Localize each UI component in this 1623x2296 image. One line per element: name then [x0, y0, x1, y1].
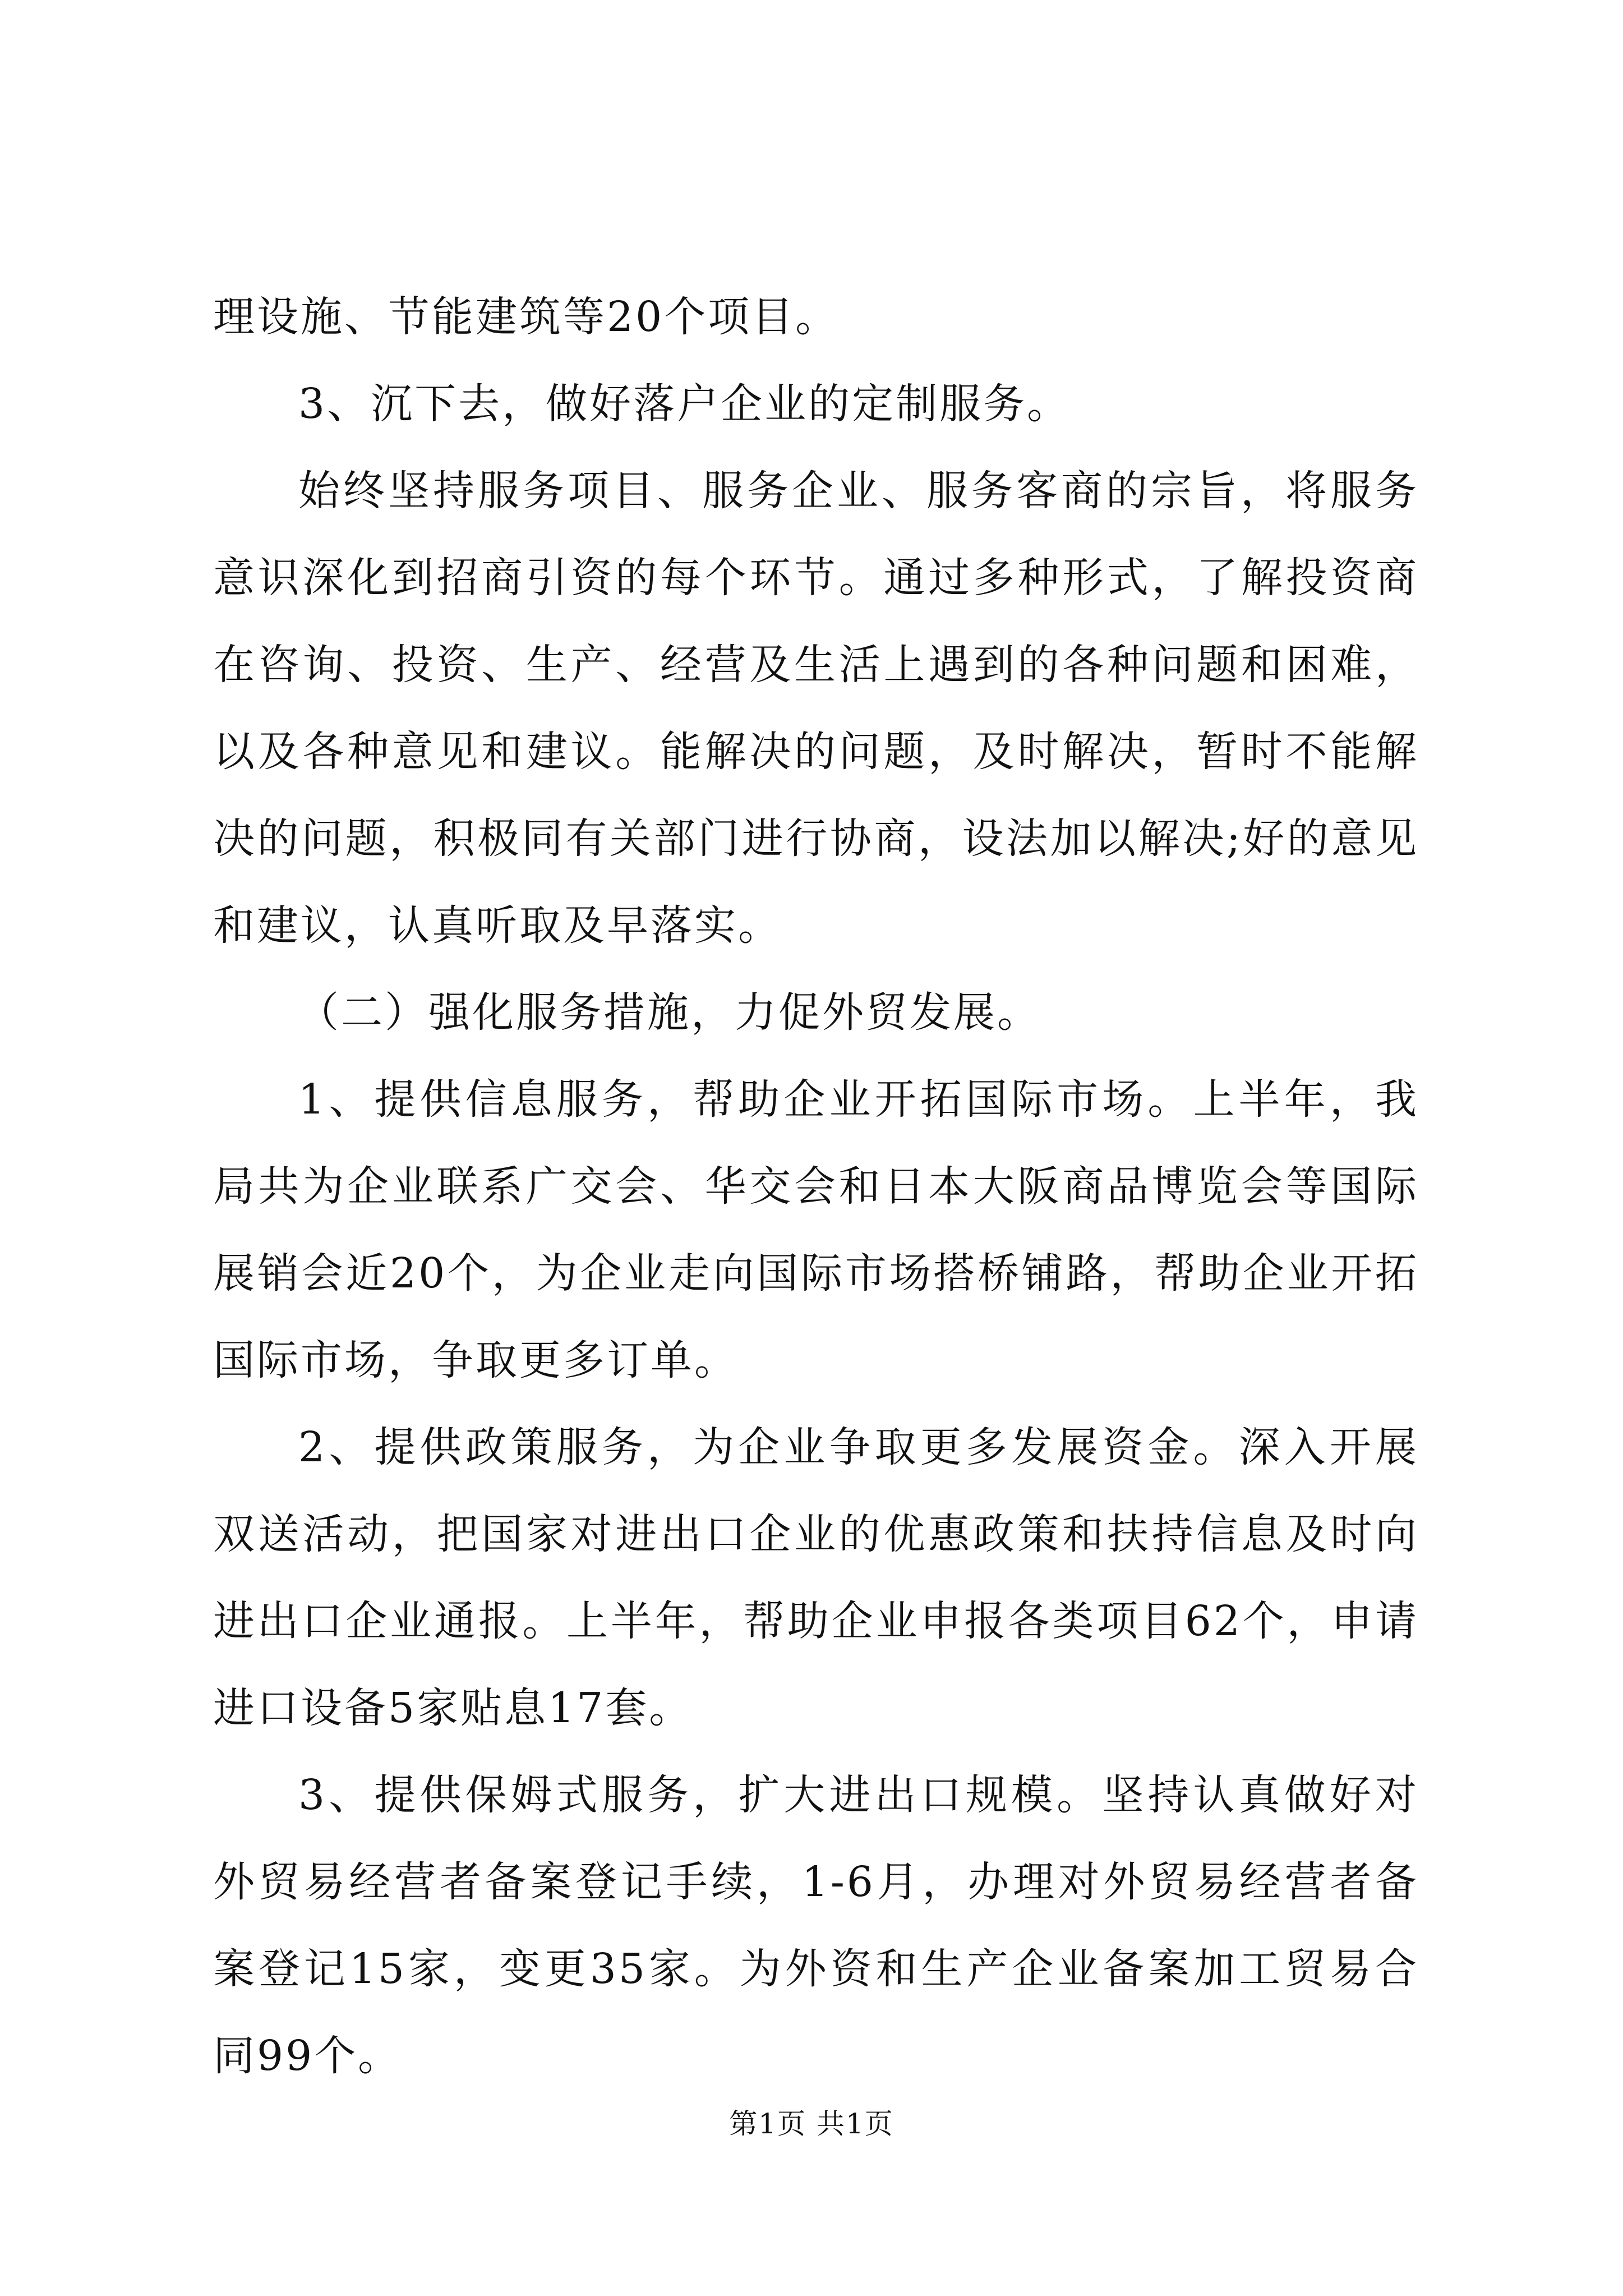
document-body [213, 274, 1419, 2100]
page-footer: 第1页 共1页 [729, 2108, 894, 2140]
paragraph-policy-service: 2、提供政策服务，为企业争取更多发展资金。深入开展双送活动，把国家对进出口企业的优惠政策和扶持信息及时向进出口企业通报。上半年，帮助企业申报各类项目62个，申请进口设备5家贴息17套。 [213, 1423, 1419, 1732]
paragraph-service-details: 始终坚持服务项目、服务企业、服务客商的宗旨，将服务意识深化到招商引资的每个环节。通过多种形式，了解投资商在咨询、投资、生产、经营及生活上遇到的各种问题和困难，以及各种意见和建议。能解决的问题，及时解决，暂时不能解决的问题，积极同有关部门进行协商，设法加以解决;好的意见和建议，认真听取及早落实。 [213, 467, 1419, 950]
paragraph-continuation: 理设施、节能建筑等20个项目。 [213, 293, 840, 341]
paragraph-item-3-heading: 3、沉下去，做好落户企业的定制服务。 [298, 380, 1071, 428]
paragraph-nanny-service: 3、提供保姆式服务，扩大进出口规模。坚持认真做好对外贸易经营者备案登记手续，1-6月，办理对外贸易经营者备案登记15家，变更35家。为外资和生产企业备案加工贸易合同99个。 [213, 1771, 1419, 2080]
section-heading-2: （二）强化服务措施，力促外贸发展。 [297, 988, 1041, 1037]
paragraph-info-service: 1、提供信息服务，帮助企业开拓国际市场。上半年，我局共为企业联系广交会、华交会和日本大阪商品博览会等国际展销会近20个，为企业走向国际市场搭桥铺路，帮助企业开拓国际市场，争取更多订单。 [213, 1075, 1419, 1384]
